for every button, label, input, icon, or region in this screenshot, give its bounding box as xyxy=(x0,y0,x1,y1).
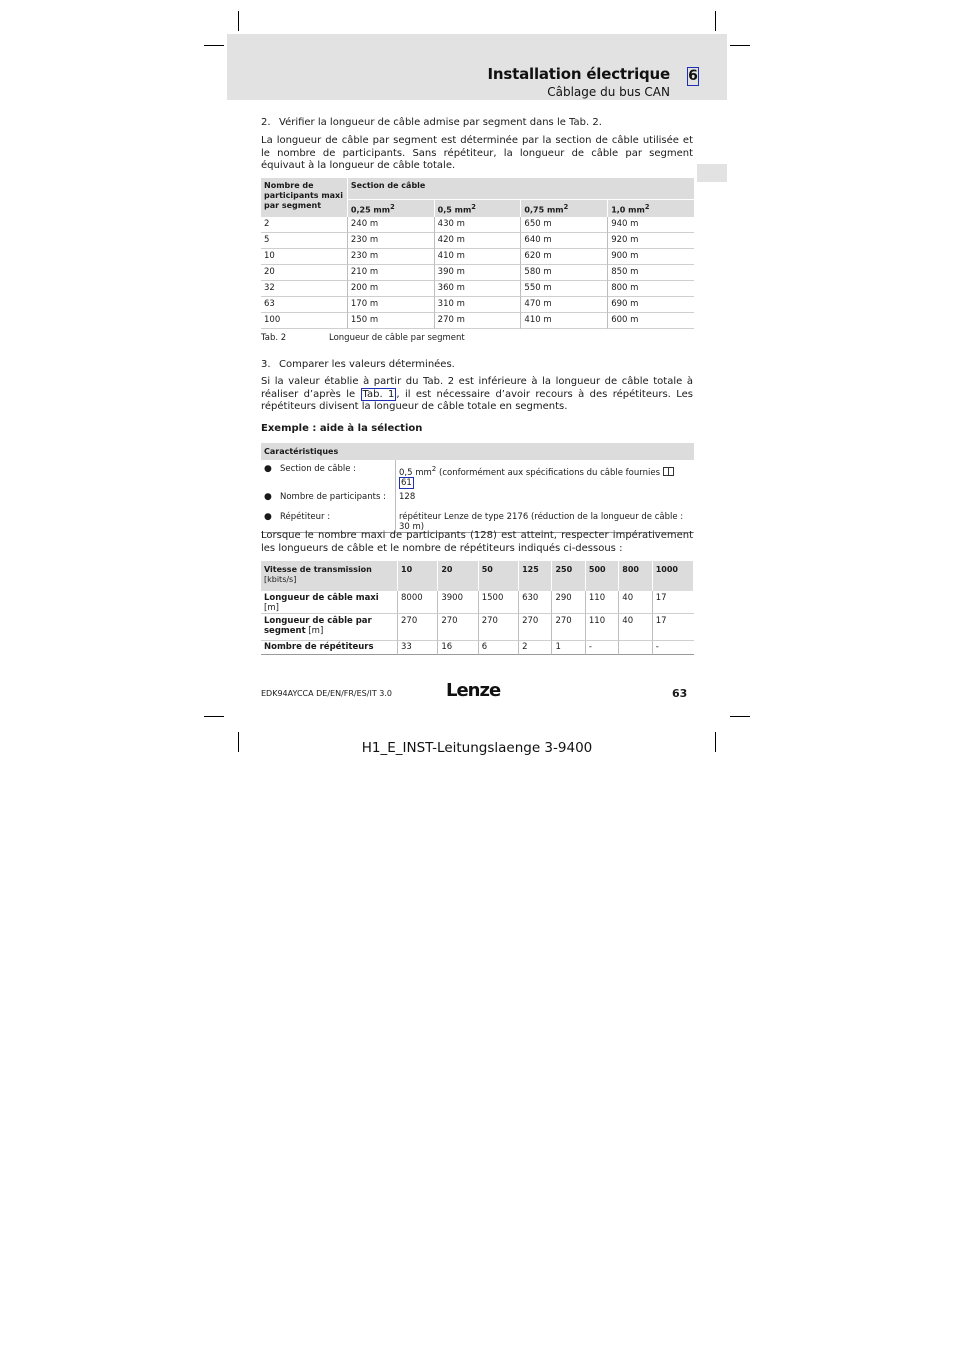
table-row: Vitesse de transmission [kbits/s] 10 20 50 125 250 500 800 1000 xyxy=(261,561,694,591)
characteristics-header: Caractéristiques xyxy=(261,443,694,460)
crop-mark xyxy=(715,11,716,31)
paragraph-text: Lorsque le nombre maxi de participants (128) est atteint, respecter impérativement les longueurs de câble et le nombre de répétiteurs indiqués ci-dessous : xyxy=(261,530,693,554)
table-row: ● Répétiteur : répétiteur Lenze de type 2176 (réduction de la longueur de câble : 30 m) xyxy=(261,508,694,533)
paragraph-text: La longueur de câble par segment est déterminée par la section de câble utilisée et le nombre de participants. Sans répétiteur, la longueur de câble par segment équivaut à la longueur de câble totale. xyxy=(261,135,693,172)
step-2 xyxy=(261,117,602,128)
caption-text: Longueur de câble par segment xyxy=(329,333,465,343)
example-heading: Exemple : aide à la sélection xyxy=(261,423,423,434)
table-row: Longueur de câble maxi [m] 8000 3900 1500 630 290 110 40 17 xyxy=(261,591,694,614)
page-number: 63 xyxy=(672,687,688,700)
crop-mark xyxy=(204,716,224,717)
cable-length-table xyxy=(261,178,694,329)
step-3 xyxy=(261,359,455,370)
step-text: Comparer les valeurs déterminées. xyxy=(279,359,455,370)
step-number: 3. xyxy=(261,359,271,370)
crop-mark xyxy=(730,716,750,717)
crop-mark xyxy=(730,45,750,46)
paragraph-max-participants xyxy=(261,530,693,555)
crop-mark xyxy=(204,45,224,46)
document-name: H1_E_INST-Leitungslaenge 3-9400 xyxy=(361,740,593,756)
section-header: 0,5 $mm^2$ xyxy=(435,199,522,217)
paragraph-segment-length xyxy=(261,135,693,173)
section-subtitle: Câblage du bus CAN xyxy=(547,85,670,99)
table-row: Nombre de répétiteurs 33 16 6 2 1 - - xyxy=(261,641,694,655)
bullet-icon: ● xyxy=(264,491,272,502)
table-row: ● Section de câble : 0,5 $mm^2$ (conformément aux spécifications du câble fournies 61 xyxy=(261,460,694,488)
lenze-logo: Lenze xyxy=(446,680,501,701)
table-row: 2 240 m 430 m 650 m 940 m xyxy=(261,217,694,233)
characteristics-table xyxy=(261,443,694,533)
chapter-title: Installation électrique xyxy=(487,65,670,83)
participants-header: Nombre de participants maxi par segment xyxy=(261,178,348,217)
book-icon xyxy=(663,467,674,476)
document-code: EDK94AYCCA DE/EN/FR/ES/IT 3.0 xyxy=(261,689,392,698)
caption-label: Tab. 2 xyxy=(261,333,287,343)
step-text: Vérifier la longueur de câble admise par segment dans le Tab. 2. xyxy=(279,117,602,128)
paragraph-repeaters: Si la valeur établie à partir du Tab. 2 est inférieure à la longueur de câble totale à réaliser d’après le Tab. 1 , il est nécessaire d’avoir recours à des répétiteurs. Les répétiteurs divisent la longueur de câble totale en segments. xyxy=(261,376,693,413)
table-row: 63 170 m 310 m 470 m 690 m xyxy=(261,297,694,313)
step-number: 2. xyxy=(261,117,271,128)
table-row: Longueur de câble par segment [m] 270 270 270 270 270 110 40 17 xyxy=(261,614,694,641)
table-row: 100 150 m 270 m 410 m 600 m xyxy=(261,313,694,329)
table-row: ● Nombre de participants : 128 xyxy=(261,488,694,508)
chapter-number-link[interactable]: 6 xyxy=(688,68,698,84)
transmission-table xyxy=(261,561,694,655)
table-row: 32 200 m 360 m 550 m 800 m xyxy=(261,281,694,297)
section-header: 0,25 $mm^2$ xyxy=(348,199,435,217)
section-header: 1,0 $mm^2$ xyxy=(608,199,694,217)
chapter-side-tab xyxy=(697,164,727,182)
crop-mark xyxy=(238,11,239,31)
table-row: 5 230 m 420 m 640 m 920 m xyxy=(261,233,694,249)
bullet-icon: ● xyxy=(264,511,272,522)
page-header xyxy=(227,34,727,100)
cable-section-header: Section de câble xyxy=(348,178,694,199)
table-caption xyxy=(261,333,465,343)
page-ref-link[interactable]: 61 xyxy=(401,477,412,488)
bullet-icon: ● xyxy=(264,464,272,474)
tab1-link[interactable]: Tab. 1 xyxy=(362,388,395,400)
table-row: 20 210 m 390 m 580 m 850 m xyxy=(261,265,694,281)
section-header: 0,75 $mm^2$ xyxy=(521,199,608,217)
table-row: 10 230 m 410 m 620 m 900 m xyxy=(261,249,694,265)
